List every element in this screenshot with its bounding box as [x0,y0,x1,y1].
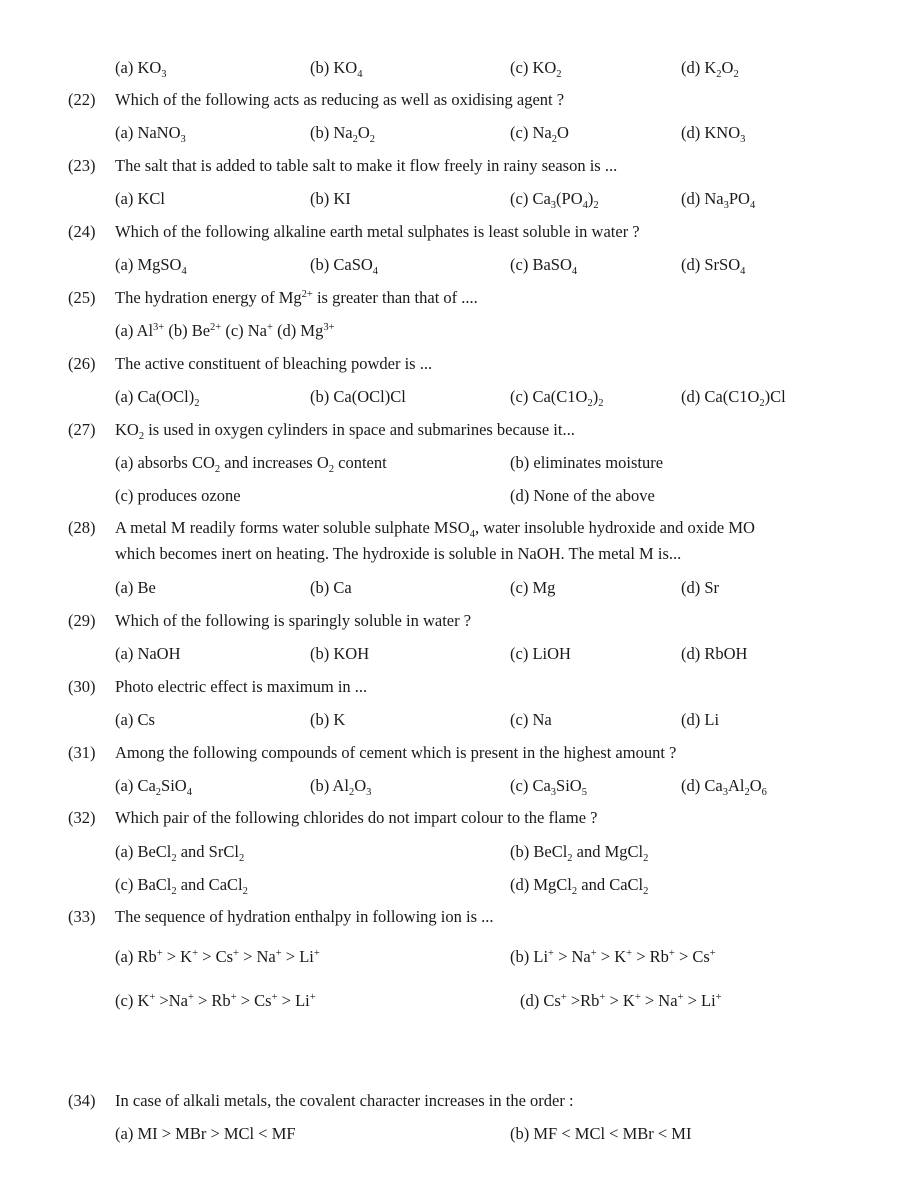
question-number: (33) [68,907,96,926]
option-c: (c) $Ca(C1O_2)_2$ [510,387,604,409]
question-34 [0,1089,900,1113]
q28-options [0,576,900,600]
q22-options [0,121,900,145]
q25-options [0,319,900,343]
question-number: (32) [68,808,96,827]
option-b: (b) $Al_2O_3$ [310,776,372,798]
option-d: (d) SrSO$_4$ [681,255,746,277]
question-number: (25) [68,288,96,307]
option-b: (b) KOH [310,644,370,663]
q32-options-row1 [0,840,900,864]
question-30 [0,675,900,699]
q24-options [0,253,900,277]
option-d: (d) RbOH [681,644,748,663]
q34-options [0,1122,900,1146]
question-number: (30) [68,677,96,696]
option-b: (b) Ca [310,578,352,597]
question-number: (28) [68,518,96,537]
question-31 [0,741,900,765]
option-d: (d) MgCl$_2$ and CaCl$_2$ [510,875,649,897]
option-d: (d) Sr [681,578,720,597]
option-c: (c) BaCl$_2$ and CaCl$_2$ [115,875,248,897]
option-d: (d) $KNO_3$ [681,123,746,145]
question-32 [0,806,900,830]
q30-options [0,708,900,732]
question-27 [0,418,900,442]
option-d: (d) $Na_3PO_4$ [681,189,756,211]
option-a: (a) BeCl$_2$ and SrCl$_2$ [115,842,245,864]
option-c: (c) K+ >Na+ > Rb+ > Cs+ > Li+ [115,991,316,1010]
option-a: (a) $Ca_2SiO_4$ [115,776,192,798]
q29-options [0,642,900,666]
option-a: (a) MI > MBr > MCl < MF [115,1124,296,1143]
question-text: Which pair of the following chlorides do not impart colour to the flame ? [115,808,598,827]
option-a: (a) Cs [115,710,155,729]
option-a: (a) KCl [115,189,165,208]
option-a: (a) absorbs $CO_2$ and increases $O_2$ content [115,453,387,475]
question-number: (24) [68,222,96,241]
question-23 [0,154,900,178]
option-c: (c) $Ca_3SiO_5$ [510,776,587,798]
option-c: (c) $Na_2O$ [510,123,569,145]
question-text: The active constituent of bleaching powder is ... [115,354,433,373]
question-number: (34) [68,1091,96,1110]
question-number: (22) [68,90,96,109]
question-text: Among the following compounds of cement which is present in the highest amount ? [115,743,677,762]
q33-options-row1 [0,945,900,969]
question-number: (23) [68,156,96,175]
option-a: (a) NaOH [115,644,181,663]
question-text: The sequence of hydration enthalpy in following ion is ... [115,907,494,926]
question-24 [0,220,900,244]
q23-options [0,187,900,211]
question-text: Which of the following is sparingly soluble in water ? [115,611,472,630]
question-text: Which of the following alkaline earth metal sulphates is least soluble in water ? [115,222,640,241]
q26-options [0,385,900,409]
option-b: (b) $KO_4$ [310,58,363,80]
question-text: In case of alkali metals, the covalent character increases in the order : [115,1091,574,1110]
q32-options-row2 [0,873,900,897]
question-text-continued: which becomes inert on heating. The hydroxide is soluble in NaOH. The metal M is... [115,544,682,563]
option-a: (a) NaNO$_3$ [115,123,186,145]
options-inline: (a) $Al^{3+}$ (b) $Be^{2+}$ (c) Na+ (d) $Mg^{3+}$ [115,321,335,340]
option-b: (b) Ca(OCl)Cl [310,387,406,406]
option-d: (d) $K_2O_2$ [681,58,739,80]
option-c: (c) BaSO$_4$ [510,255,578,277]
question-text: Photo electric effect is maximum in ... [115,677,368,696]
question-22 [0,88,900,112]
question-text: Which of the following acts as reducing as well as oxidising agent ? [115,90,565,109]
option-a: (a) $Ca(OCl)_2$ [115,387,200,409]
option-b: (b) MF < MCl < MBr < MI [510,1124,692,1143]
option-d: (d) Cs+ >Rb+ > K+ > Na+ > Li+ [520,991,722,1010]
question-28 [0,516,900,540]
option-c: (c) LiOH [510,644,571,663]
option-c: (c) Mg [510,578,556,597]
option-d: (d) Li [681,710,720,729]
option-c: (c) produces ozone [115,486,241,505]
q21-options [0,56,900,80]
question-text: The hydration energy of $Mg^{2+}$ is greater than that of .... [115,288,478,307]
option-b: (b) $Na_2O_2$ [310,123,376,145]
question-text: A metal M readily forms water soluble sulphate $MSO_4$, water insoluble hydroxide and oxide MO [115,518,755,540]
question-number: (29) [68,611,96,630]
option-d: (d) None of the above [510,486,655,505]
option-c: (c) Na [510,710,552,729]
option-d: (d) $Ca_3Al_2O_6$ [681,776,767,798]
question-number: (26) [68,354,96,373]
option-b: (b) eliminates moisture [510,453,664,472]
q31-options [0,774,900,798]
option-b: (b) Li+ > Na+ > K+ > Rb+ > Cs+ [510,947,716,966]
question-text: The salt that is added to table salt to make it flow freely in rainy season is ... [115,156,618,175]
option-c: (c) $KO_2$ [510,58,562,80]
question-text: $KO_2$ is used in oxygen cylinders in space and submarines because it... [115,420,575,442]
q27-options-row1 [0,451,900,475]
question-number: (31) [68,743,96,762]
question-28-cont [0,542,900,566]
option-c: (c) $Ca_3(PO_4)_2$ [510,189,599,211]
option-b: (b) CaSO$_4$ [310,255,379,277]
question-33 [0,905,900,929]
option-b: (b) K [310,710,346,729]
q27-options-row2 [0,484,900,508]
option-a: (a) MgSO$_4$ [115,255,187,277]
question-number: (27) [68,420,96,439]
q33-options-row2 [0,989,900,1013]
question-25 [0,286,900,310]
option-a: (a) $KO_3$ [115,58,167,80]
option-b: (b) KI [310,189,351,208]
question-26 [0,352,900,376]
question-29 [0,609,900,633]
option-a: (a) Rb+ > K+ > Cs+ > Na+ > Li+ [115,947,320,966]
option-a: (a) Be [115,578,156,597]
option-b: (b) BeCl$_2$ and MgCl$_2$ [510,842,649,864]
option-d: (d) $Ca(C1O_2)Cl$ [681,387,786,409]
